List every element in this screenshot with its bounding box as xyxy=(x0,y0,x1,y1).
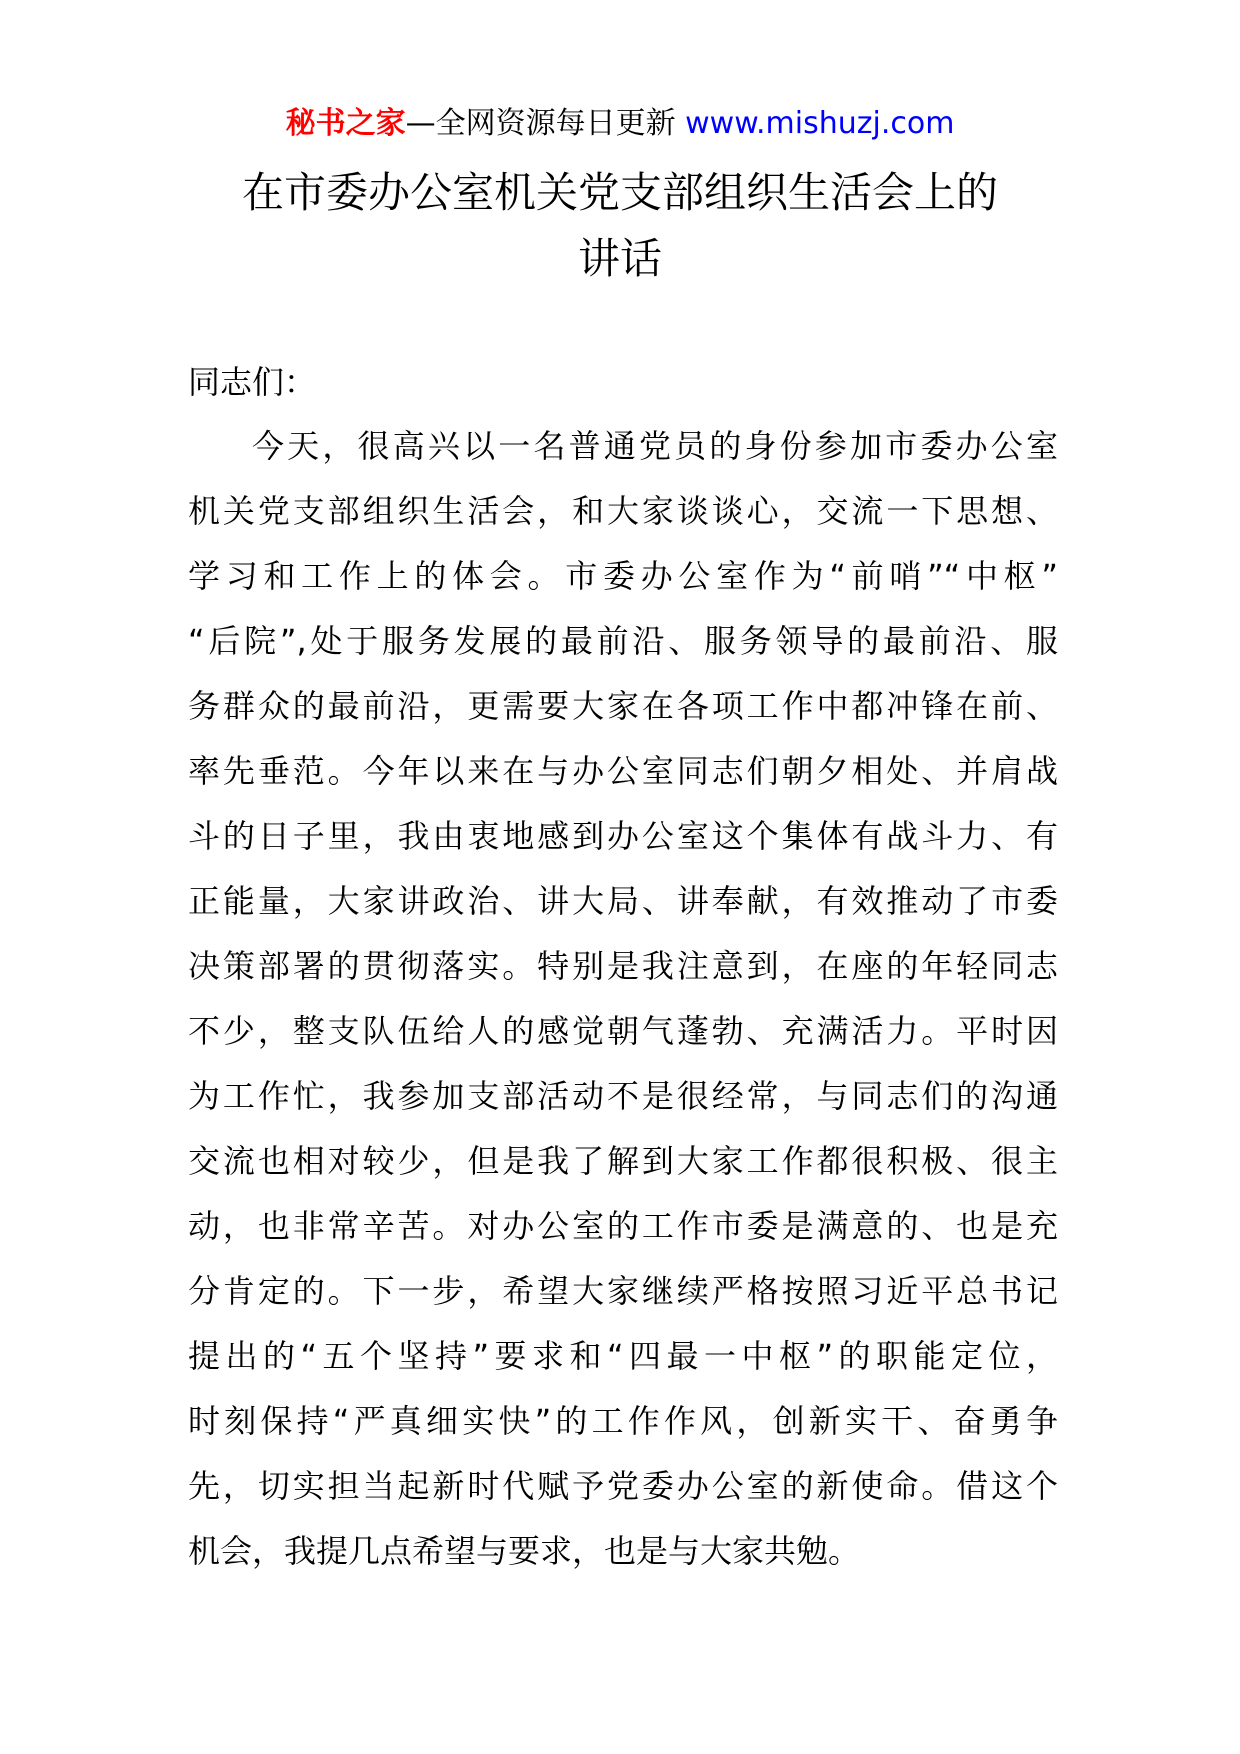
salutation: 同志们： xyxy=(188,363,317,401)
watermark-header xyxy=(0,100,1240,148)
paragraph-line: 先，切实担当起新时代赋予党委办公室的新使命。借这个 xyxy=(188,1467,1058,1505)
paragraph-line: 动，也非常辛苦。对办公室的工作市委是满意的、也是充 xyxy=(188,1207,1058,1245)
paragraph-line: 决策部署的贯彻落实。特别是我注意到，在座的年轻同志 xyxy=(188,947,1058,985)
body-paragraph xyxy=(188,424,1058,1594)
site-url[interactable]: www.mishuzj.com xyxy=(685,106,955,141)
paragraph-line: 正能量，大家讲政治、讲大局、讲奉献，有效推动了市委 xyxy=(188,882,1058,920)
paragraph-line: 为工作忙，我参加支部活动不是很经常，与同志们的沟通 xyxy=(188,1077,1058,1115)
slogan: —全网资源每日更新 xyxy=(405,106,676,141)
paragraph-line: 机会，我提几点希望与要求，也是与大家共勉。 xyxy=(188,1532,861,1570)
paragraph-line: 务群众的最前沿，更需要大家在各项工作中都冲锋在前、 xyxy=(188,687,1058,725)
paragraph-line: “后院”,处于服务发展的最前沿、服务领导的最前沿、服 xyxy=(188,622,1058,660)
paragraph-line: 时刻保持“严真细实快”的工作作风，创新实干、奋勇争 xyxy=(188,1402,1058,1440)
paragraph-line: 斗的日子里，我由衷地感到办公室这个集体有战斗力、有 xyxy=(188,817,1058,855)
brand-name: 秘书之家 xyxy=(285,106,406,141)
paragraph-line: 提出的“五个坚持”要求和“四最一中枢”的职能定位， xyxy=(188,1337,1058,1375)
title-line-2: 讲话 xyxy=(577,234,662,283)
paragraph-line: 不少，整支队伍给人的感觉朝气蓬勃、充满活力。平时因 xyxy=(188,1012,1058,1050)
paragraph-line: 今天，很高兴以一名普通党员的身份参加市委办公室 xyxy=(252,427,1058,465)
paragraph-line: 分肯定的。下一步，希望大家继续严格按照习近平总书记 xyxy=(188,1272,1058,1310)
paragraph-line: 率先垂范。今年以来在与办公室同志们朝夕相处、并肩战 xyxy=(188,752,1058,790)
document-title xyxy=(0,160,1240,292)
paragraph-line: 学习和工作上的体会。市委办公室作为“前哨”“中枢” xyxy=(188,557,1058,595)
paragraph-line: 机关党支部组织生活会，和大家谈谈心，交流一下思想、 xyxy=(188,492,1058,530)
title-line-1: 在市委办公室机关党支部组织生活会上的 xyxy=(241,168,998,217)
paragraph-line: 交流也相对较少，但是我了解到大家工作都很积极、很主 xyxy=(188,1142,1058,1180)
